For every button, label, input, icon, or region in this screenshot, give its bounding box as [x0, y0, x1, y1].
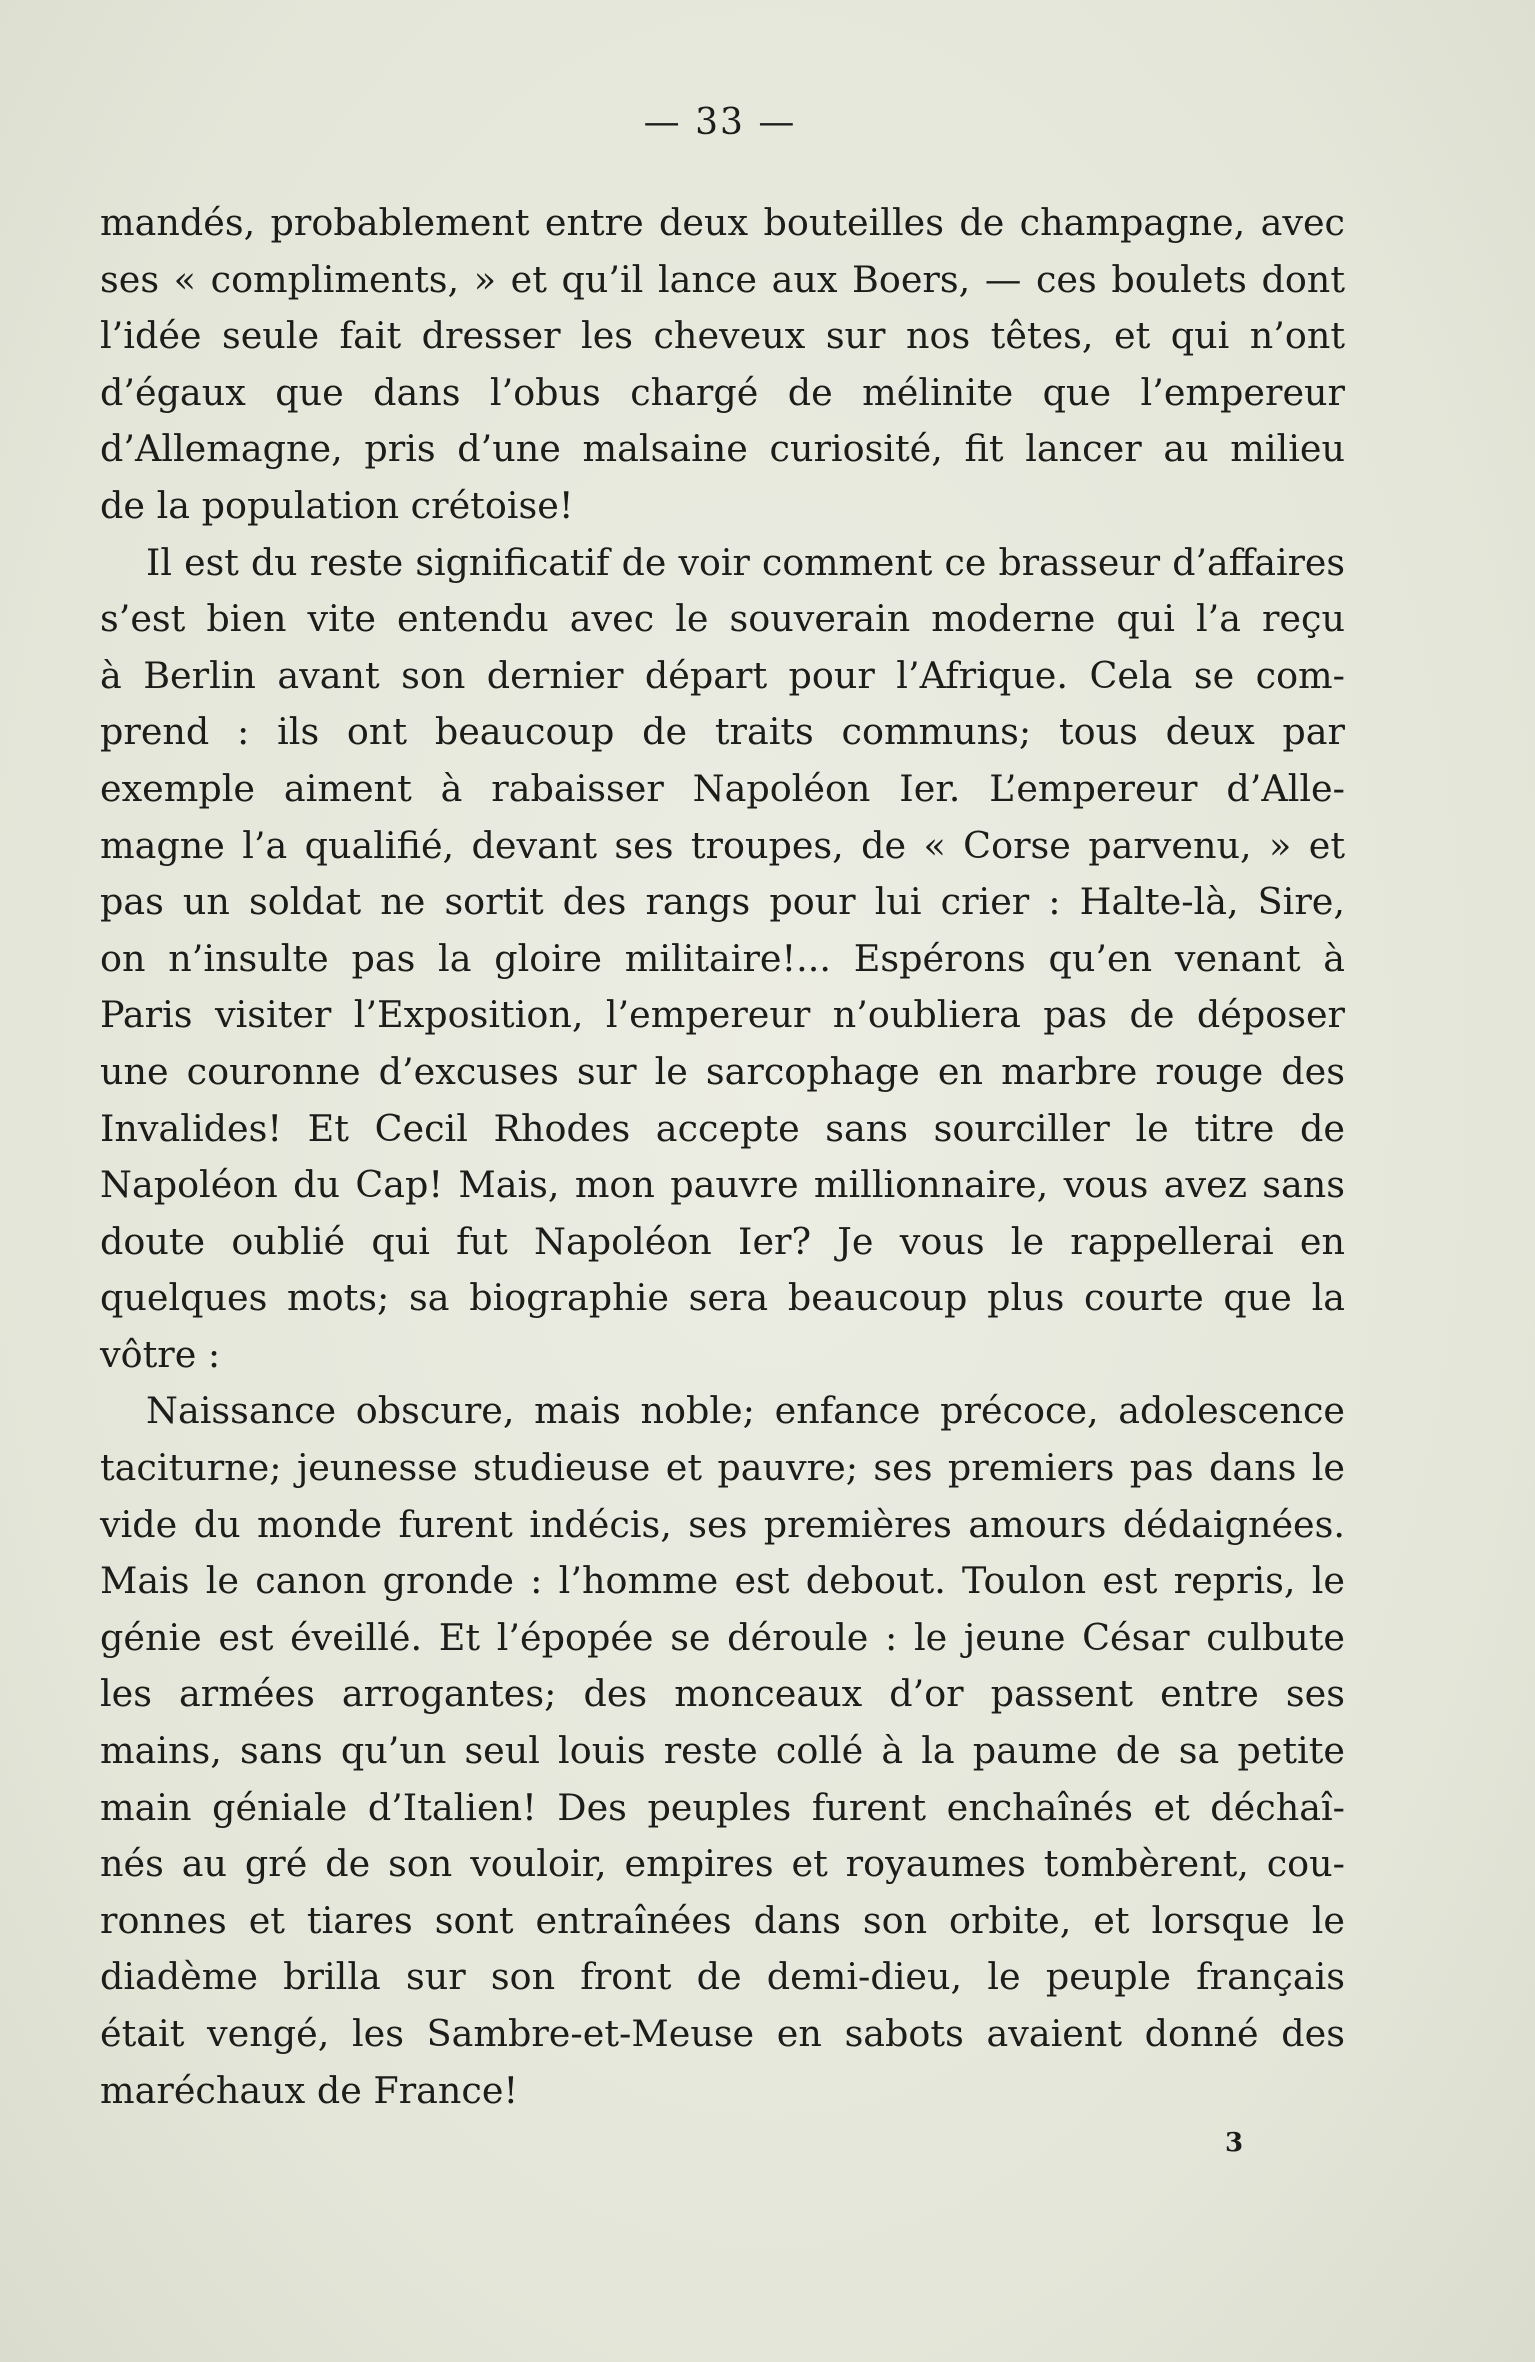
text-line: Il est du reste significatif de voir comment ce brasseur d’affaires: [146, 540, 1345, 584]
body-text: [100, 195, 1345, 2119]
signature-mark: 3: [1225, 2128, 1244, 2158]
text-line: Paris visiter l’Exposition, l’empereur n’oubliera pas de déposer: [100, 993, 1345, 1037]
text-line: Mais le canon gronde : l’homme est debout. Toulon est repris, le: [100, 1559, 1345, 1603]
text-line: on n’insulte pas la gloire militaire!... Espérons qu’en venant à: [100, 936, 1345, 980]
text-line: quelques mots; sa biographie sera beaucoup plus courte que la: [100, 1276, 1345, 1320]
text-line: à Berlin avant son dernier départ pour l’Afrique. Cela se com-: [100, 653, 1345, 697]
text-line: vôtre :: [100, 1332, 221, 1376]
text-line: génie est éveillé. Et l’épopée se déroule : le jeune César culbute: [100, 1615, 1345, 1659]
text-line: taciturne; jeunesse studieuse et pauvre; ses premiers pas dans le: [100, 1446, 1345, 1490]
text-line: doute oublié qui fut Napoléon Ier? Je vous le rappellerai en: [100, 1219, 1345, 1263]
text-line: nés au gré de son vouloir, empires et royaumes tombèrent, cou-: [100, 1842, 1345, 1886]
text-line: une couronne d’excuses sur le sarcophage en marbre rouge des: [100, 1049, 1345, 1093]
text-line: main géniale d’Italien! Des peuples furent enchaînés et déchaî-: [100, 1785, 1345, 1829]
text-line: exemple aiment à rabaisser Napoléon Ier. L’empereur d’Alle-: [100, 766, 1345, 810]
text-line: vide du monde furent indécis, ses premières amours dédaignées.: [100, 1502, 1345, 1546]
text-line: Napoléon du Cap! Mais, mon pauvre millionnaire, vous avez sans: [100, 1163, 1345, 1207]
text-line: ses « compliments, » et qu’il lance aux Boers, — ces boulets dont: [100, 257, 1345, 301]
text-line: Naissance obscure, mais noble; enfance précoce, adolescence: [146, 1389, 1345, 1433]
text-line: ronnes et tiares sont entraînées dans son orbite, et lorsque le: [100, 1898, 1345, 1942]
text-line: les armées arrogantes; des monceaux d’or passent entre ses: [100, 1672, 1345, 1716]
text-line: pas un soldat ne sortit des rangs pour lui crier : Halte-là, Sire,: [100, 880, 1345, 924]
text-line: était vengé, les Sambre-et-Meuse en sabots avaient donné des: [100, 2012, 1345, 2055]
text-line: mains, sans qu’un seul louis reste collé à la paume de sa petite: [100, 1729, 1345, 1773]
page-number: — 33 —: [643, 102, 797, 143]
text-line: d’égaux que dans l’obus chargé de mélinite que l’empereur: [100, 370, 1345, 414]
text-line: d’Allemagne, pris d’une malsaine curiosité, fit lancer au milieu: [100, 427, 1345, 471]
text-line: magne l’a qualifié, devant ses troupes, de « Corse parvenu, » et: [100, 823, 1345, 867]
text-line: de la population crétoise!: [100, 483, 574, 527]
text-line: l’idée seule fait dresser les cheveux sur nos têtes, et qui n’ont: [100, 314, 1345, 358]
text-line: s’est bien vite entendu avec le souverain moderne qui l’a reçu: [100, 597, 1345, 641]
text-line: prend : ils ont beaucoup de traits communs; tous deux par: [100, 710, 1345, 754]
text-line: mandés, probablement entre deux bouteilles de champagne, avec: [100, 201, 1345, 244]
text-line: diadème brilla sur son front de demi-dieu, le peuple français: [100, 1955, 1345, 1999]
text-line: Invalides! Et Cecil Rhodes accepte sans sourciller le titre de: [100, 1106, 1345, 1150]
text-line: maréchaux de France!: [100, 2068, 519, 2112]
